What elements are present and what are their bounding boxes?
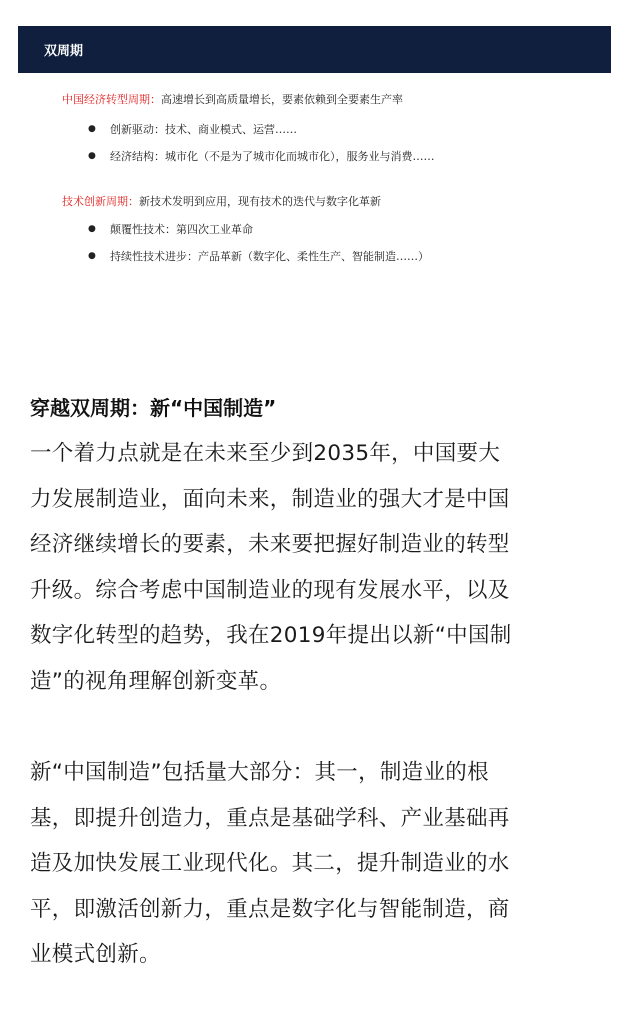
list-item (62, 143, 582, 170)
paragraph-line: 造及加快发展工业现代化。其二，提升制造业的水 (30, 851, 510, 876)
cycle-description: 高速增长到高质量增长，要素依赖到全要素生产率 (161, 93, 403, 106)
bullet-icon: ● (88, 224, 96, 234)
list-item (62, 216, 582, 243)
paragraph-line: 经济继续增长的要素，未来要把握好制造业的转型 (30, 532, 510, 557)
slide-header (18, 26, 611, 73)
article-paragraph-1 (30, 431, 610, 704)
bullet-icon: ● (88, 251, 96, 261)
paragraph-line: 升级。综合考虑中国制造业的现有发展水平，以及 (30, 577, 510, 603)
cycle-title-technology (62, 192, 582, 212)
bullet-icon: ● (88, 124, 96, 134)
article-heading: 穿越双周期：新“中国制造” (30, 396, 277, 420)
slide-title: 双周期 (44, 44, 84, 59)
paragraph-line: 一个着力点就是在未来至少到2035年，中国要大 (30, 441, 501, 466)
cycle-label: 中国经济转型周期： (62, 93, 161, 106)
bullet-text: 颠覆性技术：第四次工业革命 (110, 223, 253, 236)
paragraph-line: 数字化转型的趋势，我在2019年提出以新“中国制 (30, 623, 512, 648)
paragraph-line: 力发展制造业，面向未来，制造业的强大才是中国 (30, 486, 510, 512)
list-item (62, 243, 582, 270)
cycle-description: 新技术发明到应用，现有技术的迭代与数字化革新 (139, 195, 381, 208)
cycle-title-economy (62, 90, 582, 110)
list-item (62, 116, 582, 143)
article-paragraph-2 (30, 750, 610, 978)
paragraph-line: 业模式创新。 (30, 942, 161, 967)
bullet-icon: ● (88, 151, 96, 161)
bullet-text: 创新驱动：技术、商业模式、运营…… (110, 123, 297, 136)
slide-body (62, 90, 582, 270)
bullet-text: 经济结构：城市化（不是为了城市化而城市化），服务业与消费…… (110, 150, 435, 163)
paragraph-line: 造”的视角理解创新变革。 (30, 668, 282, 694)
cycle-label: 技术创新周期： (62, 195, 139, 208)
paragraph-line: 新“中国制造”包括量大部分：其一，制造业的根 (30, 760, 489, 785)
article (30, 393, 610, 978)
paragraph-line: 基，即提升创造力，重点是基础学科、产业基础再 (30, 805, 510, 831)
bullet-text: 持续性技术进步：产品革新（数字化、柔性生产、智能制造……） (110, 250, 429, 263)
paragraph-line: 平，即激活创新力，重点是数字化与智能制造，商 (30, 896, 510, 922)
